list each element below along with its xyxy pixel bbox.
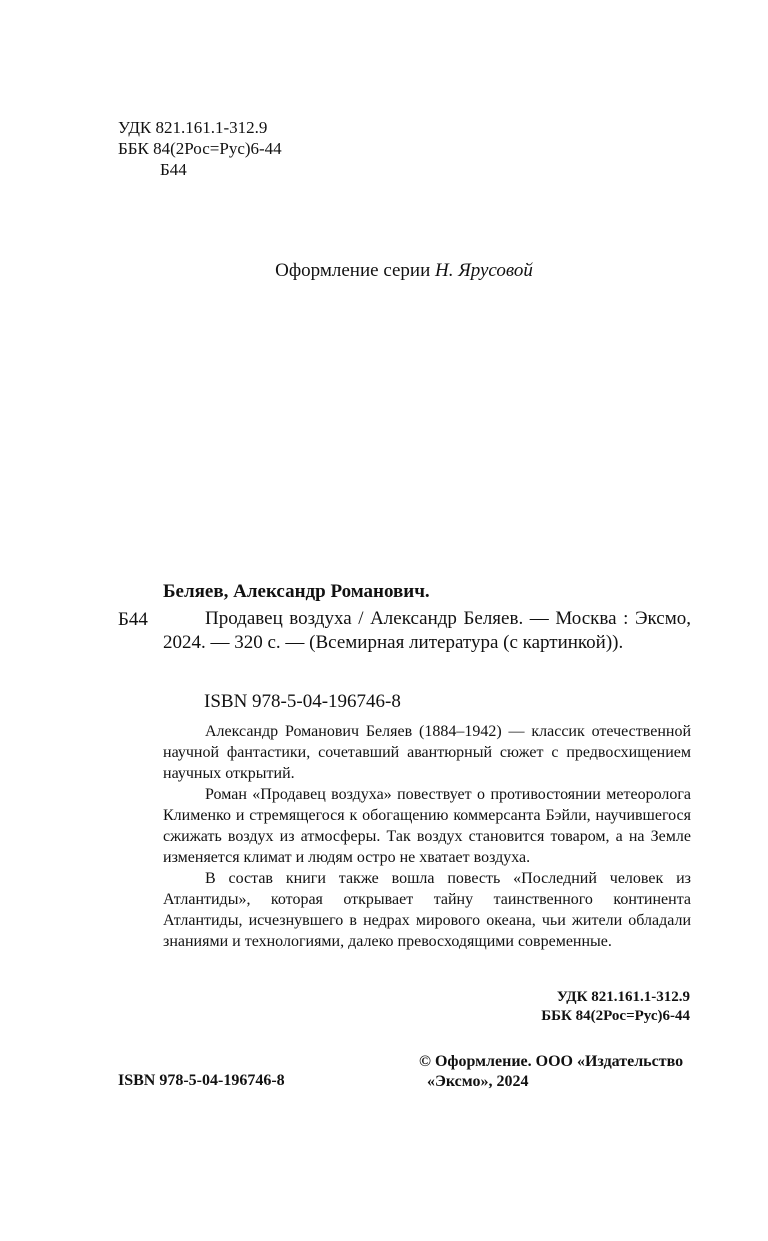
bbk-code: ББК 84(2Рос=Рус)6-44 bbox=[118, 139, 282, 158]
author-mark: Б44 bbox=[160, 160, 187, 179]
catalog-isbn: ISBN 978-5-04-196746-8 bbox=[204, 691, 401, 712]
annotation bbox=[163, 721, 691, 952]
footer-isbn: ISBN 978-5-04-196746-8 bbox=[118, 1072, 285, 1089]
annotation-paragraph: В состав книги также вошла повесть «Последний человек из Атлантиды», которая открывает тайну таинственного континента Атлантиды, исчезнувшего в недрах мирового океана, чьи жители обладали знаниями и технологиями, далеко превосходящими современные. bbox=[163, 870, 691, 950]
catalog-author: Беляев, Александр Романович. bbox=[163, 581, 430, 602]
udk-code: УДК 821.161.1-312.9 bbox=[118, 118, 268, 137]
top-classification-codes bbox=[118, 117, 282, 180]
bottom-classification-codes bbox=[400, 988, 690, 1026]
annotation-paragraph: Александр Романович Беляев (1884–1942) — классик отечественной научной фантастики, сочетавший авантюрный сюжет с предвосхищением научных открытий. bbox=[163, 723, 691, 782]
series-design-prefix: Оформление серии bbox=[275, 260, 431, 281]
bottom-bbk-code: ББК 84(2Рос=Рус)6-44 bbox=[541, 1008, 690, 1024]
bottom-udk-code: УДК 821.161.1-312.9 bbox=[556, 989, 690, 1005]
copyright-notice bbox=[419, 1052, 691, 1092]
series-designer-name: Н. Ярусовой bbox=[435, 260, 533, 281]
catalog-author-mark: Б44 bbox=[118, 609, 148, 630]
catalog-title-entry: Продавец воздуха / Александр Беляев. — Москва : Эксмо, 2024. — 320 с. — (Всемирная литература (с картинкой)). bbox=[163, 608, 691, 653]
copyright-line: «Эксмо», 2024 bbox=[427, 1073, 529, 1090]
annotation-paragraph: Роман «Продавец воздуха» повествует о противостоянии метеоролога Клименко и стремящегося к обогащению коммерсанта Бэйли, научившегося сжижать воздух из атмосферы. Так воздух становится товаром, а на Земле изменяется климат и людям остро не хватает воздуха. bbox=[163, 786, 691, 866]
series-design-credit bbox=[0, 260, 768, 282]
copyright-line: © Оформление. ООО «Издательство bbox=[419, 1053, 684, 1070]
